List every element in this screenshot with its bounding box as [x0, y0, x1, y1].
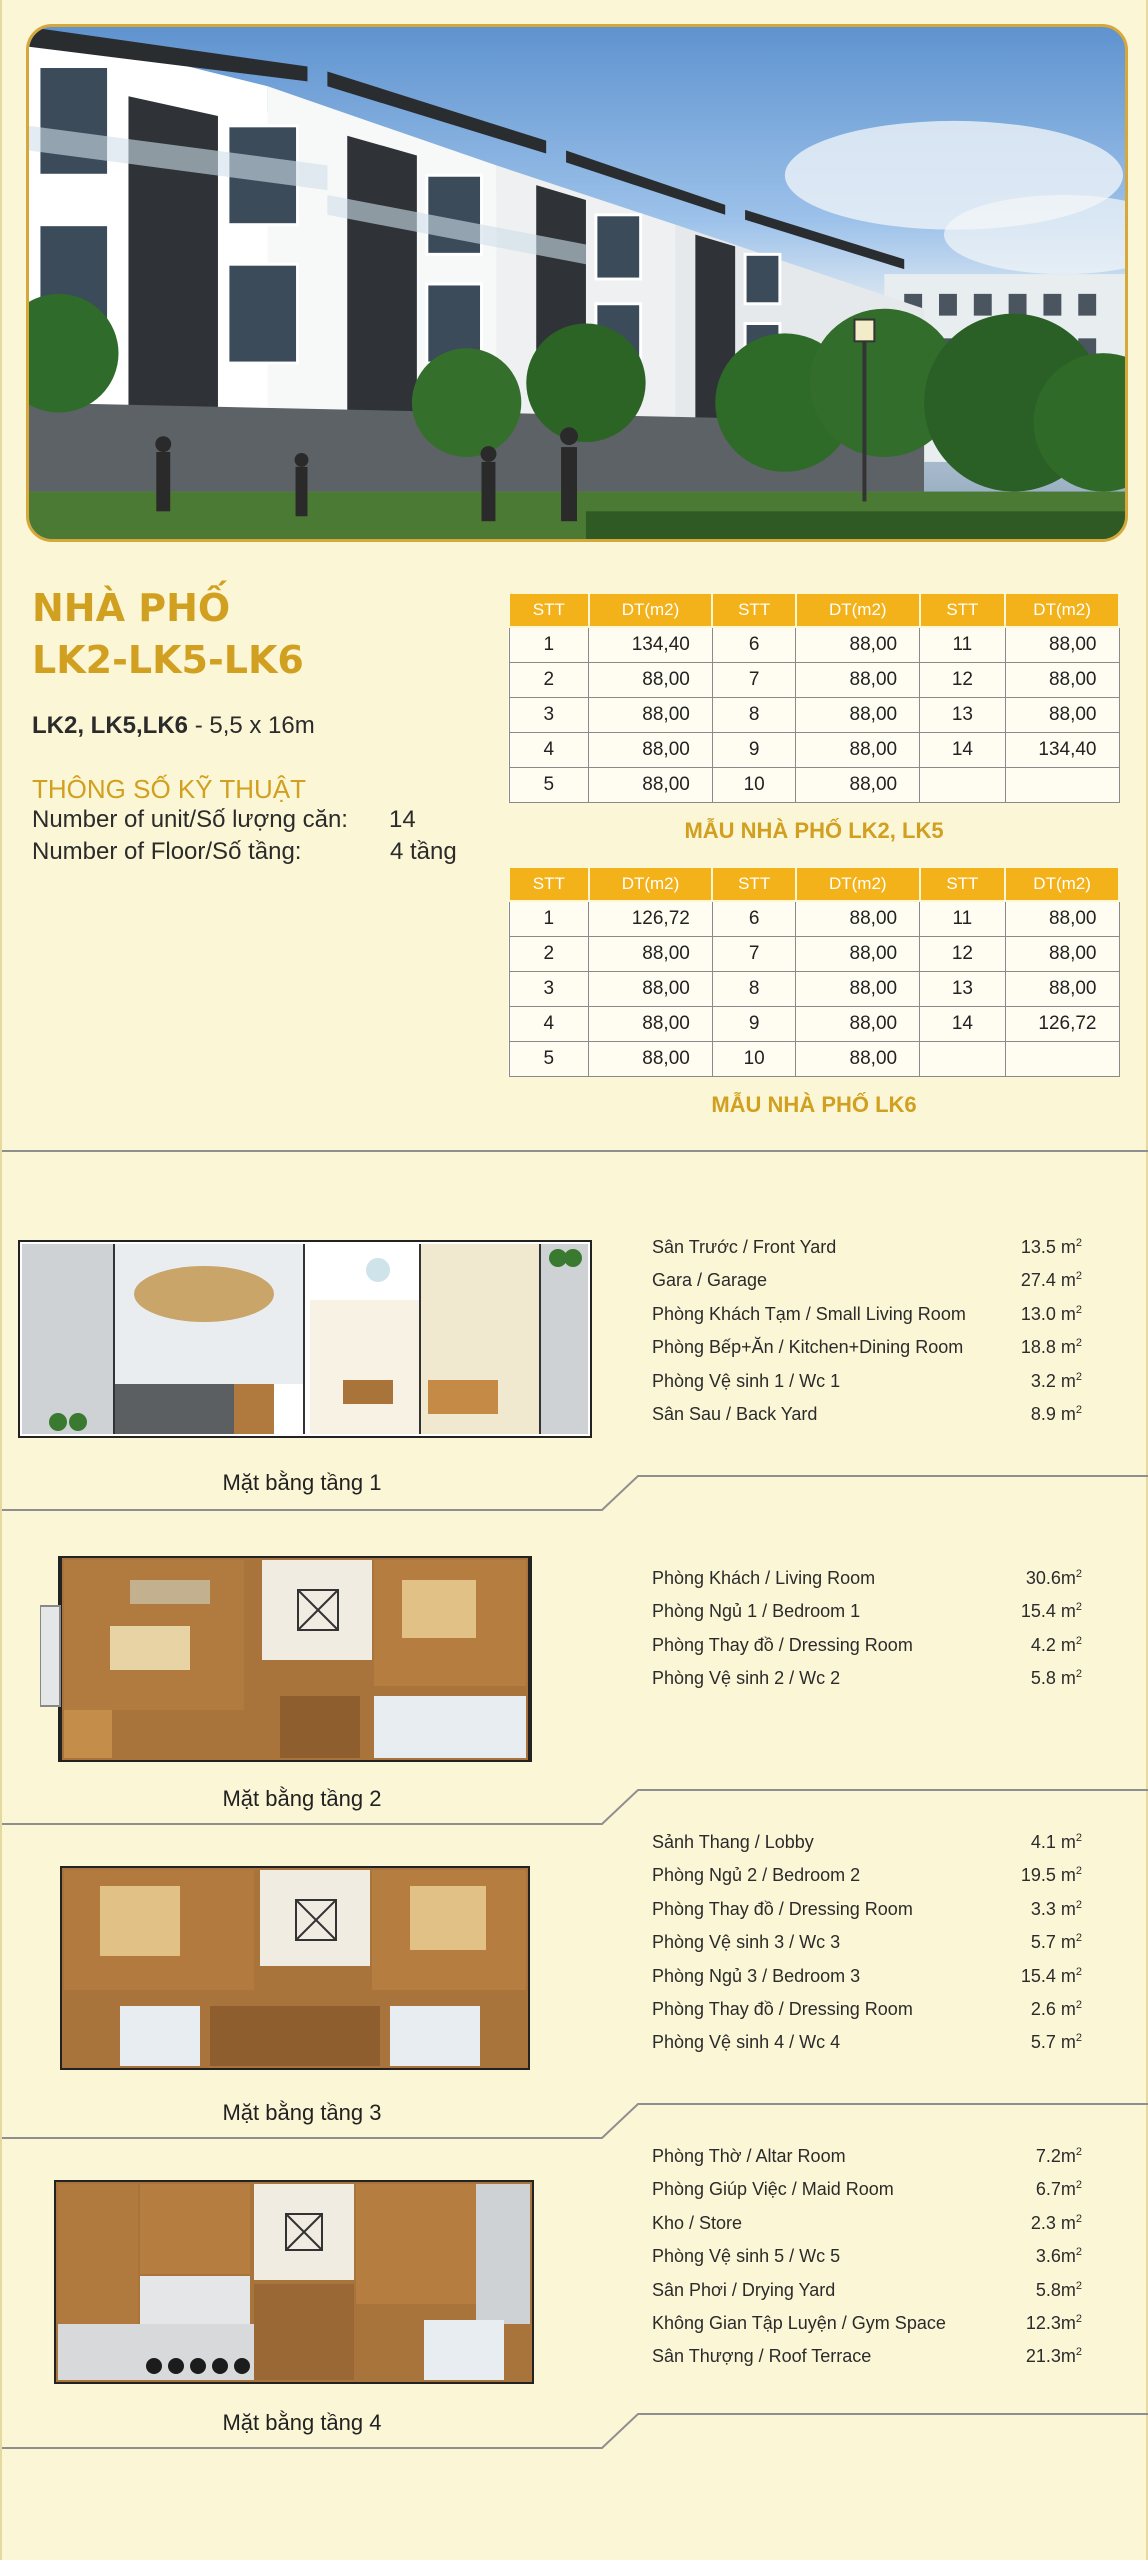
area-table-lk2-lk5 — [508, 592, 1120, 803]
table-cell: 13 — [920, 971, 1006, 1006]
table-cell: 88,00 — [589, 936, 713, 971]
room-area: 3.2 $m^2$ — [1030, 1370, 1082, 1391]
caption-underline-1 — [2, 1472, 1148, 1512]
room-area: $12.3m^2$ — [1025, 2312, 1082, 2333]
room-row — [652, 1331, 1082, 1364]
room-area: 13.0 $m^2$ — [1020, 1303, 1082, 1324]
table-cell: 88,00 — [589, 767, 713, 802]
table-cell: 7 — [712, 662, 796, 697]
col-header: STT — [920, 593, 1006, 627]
table-cell: 134,40 — [1005, 732, 1119, 767]
room-area: 27.4 $m^2$ — [1020, 1270, 1082, 1291]
table-cell: 1 — [509, 901, 589, 936]
floor-1-caption: Mặt bằng tầng 1 — [222, 1470, 382, 1495]
col-header: STT — [509, 867, 589, 901]
table-cell: 2 — [509, 936, 589, 971]
caption-underline-4 — [2, 2410, 1148, 2450]
room-row — [652, 1926, 1082, 1959]
units-value: 14 — [389, 806, 416, 833]
table-cell: 88,00 — [1005, 936, 1119, 971]
room-list-floor-1 — [652, 1231, 1082, 1431]
room-row — [652, 1298, 1082, 1331]
room-name: Phòng Thay đồ / Dressing Room — [652, 1634, 913, 1655]
table-cell: 88,00 — [589, 732, 713, 767]
table-row — [509, 936, 1119, 971]
table-cell: 11 — [920, 901, 1006, 936]
table-cell: 88,00 — [796, 1041, 920, 1076]
room-name: Phòng Thay đồ / Dressing Room — [652, 1998, 913, 2019]
col-header: DT(m2) — [1005, 867, 1119, 901]
table-cell: 88,00 — [796, 936, 920, 971]
table-cell: 14 — [920, 1006, 1006, 1041]
table-cell: 126,72 — [1005, 1006, 1119, 1041]
floor-2-caption: Mặt bằng tầng 2 — [222, 1786, 382, 1811]
room-area: 4.1 $m^2$ — [1030, 1832, 1082, 1852]
room-name: Phòng Ngủ 1 / Bedroom 1 — [652, 1601, 861, 1622]
room-list-floor-4 — [652, 2140, 1082, 2374]
table-cell: 88,00 — [589, 971, 713, 1006]
room-row — [652, 1365, 1082, 1398]
room-area: 15.4 $m^2$ — [1020, 1965, 1082, 1986]
room-area: 2.6 $m^2$ — [1030, 1998, 1082, 2019]
table-cell: 88,00 — [796, 697, 920, 732]
col-header: DT(m2) — [796, 593, 920, 627]
lot-size-value: - 5,5 x 16m — [188, 712, 315, 739]
room-row — [652, 1993, 1082, 2026]
room-list-floor-3 — [652, 1826, 1082, 2060]
lot-size-label: LK2, LK5,LK6 — [32, 712, 189, 739]
table-cell: 6 — [712, 627, 796, 662]
table-cell: 10 — [712, 767, 796, 802]
table-cell: 88,00 — [796, 971, 920, 1006]
room-area: $6.7m^2$ — [1035, 2179, 1082, 2200]
table-cell: 88,00 — [796, 767, 920, 802]
room-name: Phòng Bếp+Ăn / Kitchen+Dining Room — [652, 1337, 964, 1358]
table-cell: 88,00 — [1005, 627, 1119, 662]
table-cell: 11 — [920, 627, 1006, 662]
room-name: Phòng Khách Tạm / Small Living Room — [652, 1303, 966, 1324]
table-cell: 7 — [712, 936, 796, 971]
table-cell — [1005, 767, 1119, 802]
hero-image-townhouses — [26, 24, 1128, 542]
room-row — [652, 1826, 1082, 1859]
room-row — [652, 1893, 1082, 1926]
room-name: Sân Trước / Front Yard — [652, 1237, 837, 1257]
table-cell: 12 — [920, 936, 1006, 971]
room-name: Gara / Garage — [652, 1270, 768, 1291]
table-cell: 4 — [509, 1006, 589, 1041]
floor-3-caption: Mặt bằng tầng 3 — [222, 2100, 382, 2125]
col-header: STT — [509, 593, 589, 627]
floor-plan-4 — [54, 2180, 534, 2384]
room-row — [652, 2340, 1082, 2373]
table-cell: 88,00 — [1005, 901, 1119, 936]
table-cell: 88,00 — [796, 627, 920, 662]
room-row — [652, 1562, 1082, 1595]
room-row — [652, 1595, 1082, 1628]
caption-underline-3 — [2, 2100, 1148, 2140]
floor-plan-3 — [60, 1866, 530, 2070]
title-line-1: NHÀ PHỐ — [32, 586, 231, 630]
room-row — [652, 1629, 1082, 1662]
room-area: 5.7 $m^2$ — [1030, 1932, 1082, 1953]
room-list-floor-2 — [652, 1562, 1082, 1696]
table-cell: 88,00 — [1005, 697, 1119, 732]
table-cell: 9 — [712, 732, 796, 767]
table-row — [509, 971, 1119, 1006]
room-row — [652, 2240, 1082, 2273]
table-cell: 88,00 — [1005, 971, 1119, 1006]
room-name: Phòng Khách / Living Room — [652, 1568, 876, 1588]
col-header: DT(m2) — [589, 593, 713, 627]
room-name: Kho / Store — [652, 2212, 743, 2233]
col-header: DT(m2) — [796, 867, 920, 901]
table-row — [509, 732, 1119, 767]
room-row — [652, 2173, 1082, 2206]
room-area: 4.2 $m^2$ — [1030, 1634, 1082, 1655]
table-cell: 10 — [712, 1041, 796, 1076]
table-cell: 88,00 — [1005, 662, 1119, 697]
room-name: Phòng Vệ sinh 3 / Wc 3 — [652, 1932, 841, 1953]
col-header: STT — [712, 867, 796, 901]
room-area: 5.7 $m^2$ — [1030, 2032, 1082, 2053]
table-cell: 1 — [509, 627, 589, 662]
room-area: $30.6m^2$ — [1025, 1568, 1082, 1588]
table-cell: 12 — [920, 662, 1006, 697]
floors-label: Number of Floor/Số tầng: — [32, 838, 302, 865]
room-area: $21.3m^2$ — [1025, 2346, 1082, 2367]
table-cell: 88,00 — [589, 1006, 713, 1041]
room-area: 5.8 $m^2$ — [1030, 1668, 1082, 1689]
room-name: Phòng Thờ / Altar Room — [652, 2146, 846, 2166]
floor-plan-1 — [18, 1240, 592, 1438]
room-name: Sân Sau / Back Yard — [652, 1403, 818, 1424]
table-caption-lk2-lk5: MẪU NHÀ PHỐ LK2, LK5 — [684, 818, 944, 843]
table-cell — [1005, 1041, 1119, 1076]
table-cell: 2 — [509, 662, 589, 697]
lot-size — [32, 712, 315, 740]
units-row — [32, 806, 416, 834]
room-row — [652, 2026, 1082, 2059]
table-cell: 88,00 — [796, 662, 920, 697]
table-row — [509, 901, 1119, 936]
table-cell: 5 — [509, 767, 589, 802]
table-cell: 8 — [712, 697, 796, 732]
room-area: $7.2m^2$ — [1035, 2146, 1082, 2166]
table-cell — [920, 1041, 1006, 1076]
table-cell: 13 — [920, 697, 1006, 732]
table-row — [509, 627, 1119, 662]
table-cell: 88,00 — [589, 662, 713, 697]
product-title — [32, 582, 304, 686]
room-row — [652, 2207, 1082, 2240]
col-header: STT — [920, 867, 1006, 901]
table-cell: 3 — [509, 971, 589, 1006]
room-area: 19.5 $m^2$ — [1020, 1865, 1082, 1886]
room-area: 8.9 $m^2$ — [1030, 1403, 1082, 1424]
table-cell: 88,00 — [796, 901, 920, 936]
room-row — [652, 1264, 1082, 1297]
room-area: $5.8m^2$ — [1035, 2279, 1082, 2300]
table-caption-lk6: MẪU NHÀ PHỐ LK6 — [711, 1092, 917, 1117]
table-row — [509, 1006, 1119, 1041]
table-cell: 134,40 — [589, 627, 713, 662]
table-cell: 88,00 — [589, 1041, 713, 1076]
room-row — [652, 1859, 1082, 1892]
table-cell: 4 — [509, 732, 589, 767]
floor-4-caption: Mặt bằng tầng 4 — [222, 2410, 382, 2435]
room-name: Phòng Thay đồ / Dressing Room — [652, 1898, 913, 1919]
title-line-2: LK2-LK5-LK6 — [32, 638, 304, 682]
room-name: Sảnh Thang / Lobby — [652, 1832, 814, 1852]
room-name: Phòng Vệ sinh 5 / Wc 5 — [652, 2246, 841, 2267]
table-row — [509, 662, 1119, 697]
table-cell: 9 — [712, 1006, 796, 1041]
room-area: 3.3 $m^2$ — [1030, 1898, 1082, 1919]
col-header: STT — [712, 593, 796, 627]
col-header: DT(m2) — [1005, 593, 1119, 627]
units-label: Number of unit/Số lượng căn: — [32, 806, 348, 833]
table-cell: 3 — [509, 697, 589, 732]
room-area: $3.6m^2$ — [1035, 2246, 1082, 2267]
room-name: Phòng Ngủ 2 / Bedroom 2 — [652, 1865, 861, 1886]
col-header: DT(m2) — [589, 867, 713, 901]
room-area: 2.3 $m^2$ — [1030, 2212, 1082, 2233]
room-row — [652, 2140, 1082, 2173]
room-name: Sân Phơi / Drying Yard — [652, 2279, 836, 2300]
table-cell: 126,72 — [589, 901, 713, 936]
table-header-row — [509, 593, 1119, 627]
table-cell: 88,00 — [796, 1006, 920, 1041]
room-name: Sân Thượng / Roof Terrace — [652, 2346, 872, 2367]
table-cell: 88,00 — [589, 697, 713, 732]
table-cell — [920, 767, 1006, 802]
room-area: 13.5 $m^2$ — [1020, 1237, 1082, 1257]
room-area: 15.4 $m^2$ — [1020, 1601, 1082, 1622]
table-header-row — [509, 867, 1119, 901]
room-row — [652, 1398, 1082, 1431]
area-table-lk6 — [508, 866, 1120, 1077]
table-row — [509, 697, 1119, 732]
room-area: 18.8 $m^2$ — [1020, 1337, 1082, 1358]
table-cell: 6 — [712, 901, 796, 936]
table-cell: 88,00 — [796, 732, 920, 767]
room-row — [652, 1662, 1082, 1695]
table-cell: 14 — [920, 732, 1006, 767]
caption-underline-2 — [2, 1786, 1148, 1826]
table-row — [509, 1041, 1119, 1076]
room-name: Phòng Ngủ 3 / Bedroom 3 — [652, 1965, 861, 1986]
floors-value: 4 tầng — [390, 838, 457, 865]
room-name: Không Gian Tập Luyện / Gym Space — [652, 2312, 946, 2333]
room-name: Phòng Giúp Việc / Maid Room — [652, 2179, 894, 2200]
room-row — [652, 1231, 1082, 1264]
table-row — [509, 767, 1119, 802]
table-cell: 5 — [509, 1041, 589, 1076]
spec-title: THÔNG SỐ KỸ THUẬT — [32, 774, 306, 804]
table-cell: 8 — [712, 971, 796, 1006]
room-row — [652, 2274, 1082, 2307]
room-name: Phòng Vệ sinh 1 / Wc 1 — [652, 1370, 841, 1391]
floor-plan-2 — [40, 1556, 534, 1762]
floors-row — [32, 838, 457, 866]
room-row — [652, 2307, 1082, 2340]
section-divider — [2, 1150, 1148, 1152]
room-row — [652, 1960, 1082, 1993]
room-name: Phòng Vệ sinh 4 / Wc 4 — [652, 2032, 841, 2053]
room-name: Phòng Vệ sinh 2 / Wc 2 — [652, 1668, 841, 1689]
